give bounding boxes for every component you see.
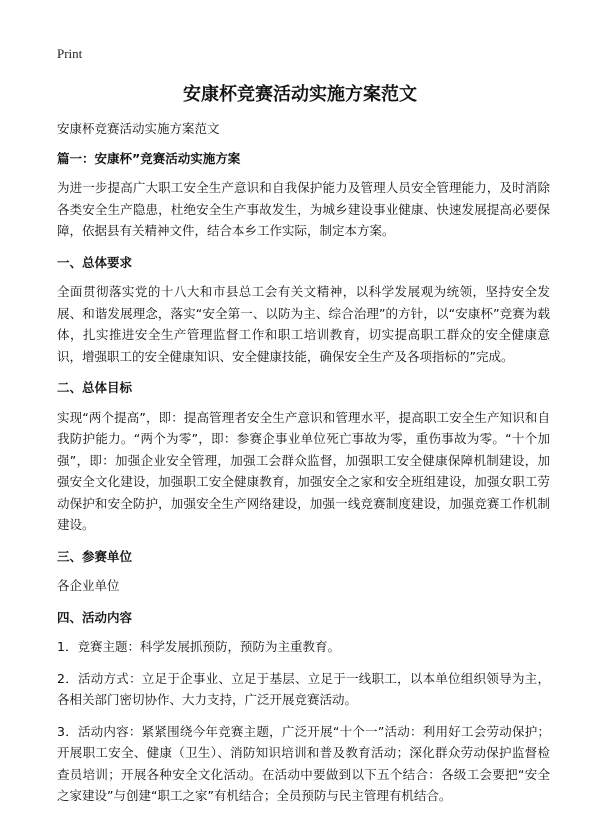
section-heading: 四、活动内容 bbox=[57, 609, 133, 625]
paragraph: 2．活动方式：立足于企事业、立足于基层、立足于一线职工，以本单位组织领导为主，各相关部门密切协作、大力支持，广泛开展竞赛活动。 bbox=[57, 670, 550, 707]
document-body bbox=[57, 118, 550, 817]
paragraph: 实现“两个提高”，即：提高管理者安全生产意识和管理水平，提高职工安全生产知识和自我防护能力。“两个为零”，即：参赛企事业单位死亡事故为零，重伤事故为零。“十个加强”，即：加强企业安全管理，加强工会群众监督，加强职工安全健康保障机制建设，加强安全文化建设，加强职工安全健康教育，加强安全之家和安全班组建设，加强女职工劳动保护和安全防护，加强安全生产网络建设，加强一线竞赛制度建设，加强竞赛工作机制建设。 bbox=[57, 409, 550, 532]
paragraph: 各企业单位 bbox=[57, 578, 120, 593]
paragraph: 3．活动内容：紧紧围绕今年竞赛主题，广泛开展“十个一”活动：利用好工会劳动保护；开展职工安全、健康（卫生）、消防知识培训和普及教育活动；深化群众劳动保护监督检查员培训；开展各种安全文化活动。在活动中要做到以下五个结合：各级工会要把“安全之家建设”与创建“职工之家”有机结合；全员预防与民主管理有机结合。 bbox=[57, 723, 550, 803]
print-link[interactable]: Print bbox=[57, 46, 83, 61]
paragraph: 1．竞赛主题：科学发展抓预防，预防为主重教育。 bbox=[57, 639, 340, 654]
section-heading: 三、参赛单位 bbox=[57, 548, 133, 564]
paragraph: 全面贯彻落实党的十八大和市县总工会有关文精神，以科学发展观为统领，坚持安全发展、和谐发展理念，落实“安全第一、以防为主、综合治理”的方针，以“安康杯”竞赛为载体，扎实推进安全生产管理监督工作和职工培训教育，切实提高职工群众的安全健康意识，增强职工的安全健康知识、安全健康技能，确保安全生产及各项指标的”完成。 bbox=[57, 284, 550, 364]
document-subtitle: 安康杯竞赛活动实施方案范文 bbox=[57, 121, 220, 136]
page-title: 安康杯竞赛活动实施方案范文 bbox=[183, 84, 417, 105]
section-heading: 一、总体要求 bbox=[57, 254, 133, 270]
section-heading: 篇一：安康杯”竞赛活动实施方案 bbox=[57, 150, 241, 166]
paragraph: 为进一步提高广大职工安全生产意识和自我保护能力及管理人员安全管理能力，及时消除各类安全生产隐患，杜绝安全生产事故发生，为城乡建设事业健康、快速发展提高必要保障，依据县有关精神文件，结合本乡工作实际，制定本方案。 bbox=[57, 180, 550, 238]
section-heading: 二、总体目标 bbox=[57, 380, 133, 395]
